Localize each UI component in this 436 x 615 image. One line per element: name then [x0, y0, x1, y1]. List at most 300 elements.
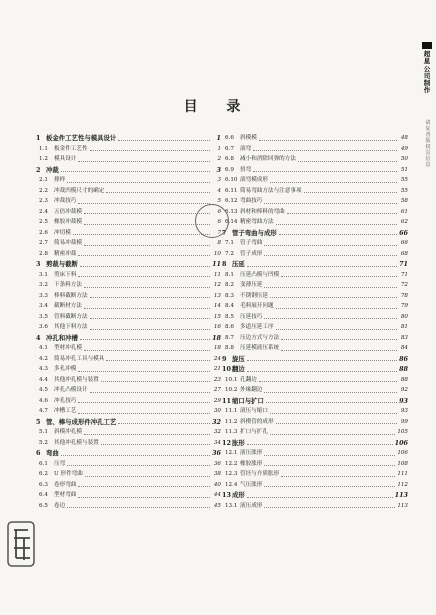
toc-section-entry[interactable]: [222, 469, 408, 480]
dot-leader: [247, 443, 393, 445]
entry-title: 滚弯: [240, 145, 252, 152]
dot-leader: [281, 349, 397, 351]
toc-section-entry[interactable]: [36, 343, 221, 354]
dot-leader: [61, 454, 210, 456]
stamp-char: 制: [423, 79, 431, 88]
entry-page-number: 62: [400, 219, 408, 225]
entry-number: 1: [36, 134, 41, 142]
entry-number: 13.1: [225, 502, 238, 509]
side-note: [423, 120, 433, 168]
toc-section-entry[interactable]: [222, 406, 408, 417]
entry-title: 压延技巧: [240, 313, 263, 320]
entry-page-number: 49: [400, 145, 408, 152]
toc-section-entry[interactable]: [36, 480, 221, 491]
dot-leader: [259, 139, 397, 141]
entry-number: 11.3: [225, 429, 238, 435]
entry-title: 剪床下料: [54, 271, 77, 278]
entry-title: 板金件工艺性与模具设计: [46, 134, 117, 142]
entry-number: 6.14: [225, 219, 238, 225]
dot-leader: [118, 422, 210, 424]
entry-page-number: 55: [400, 177, 408, 183]
entry-title: 成形: [232, 491, 245, 499]
entry-title: 管子弯曲与成形: [232, 228, 277, 237]
stamp-char: 公: [423, 64, 431, 73]
entry-number: 4.3: [39, 366, 48, 372]
toc-section-entry[interactable]: [222, 280, 408, 291]
entry-number: 2.4: [39, 208, 48, 215]
entry-number: 8.6: [225, 324, 234, 330]
dot-leader: [78, 485, 210, 487]
toc-section-entry[interactable]: [222, 375, 408, 386]
toc-chapter-entry[interactable]: [36, 333, 221, 344]
entry-title: 弯曲: [46, 449, 59, 457]
entry-page-number: 92: [400, 387, 408, 393]
entry-number: 5.2: [39, 439, 48, 446]
entry-page-number: 7: [217, 229, 221, 236]
entry-title: 棒料截断方法: [54, 292, 88, 299]
entry-page-number: 99: [400, 418, 408, 425]
entry-title: 斜模模: [240, 135, 257, 141]
entry-page-number: 4: [217, 187, 221, 194]
entry-number: 11.2: [225, 418, 238, 425]
entry-number: 12.4: [225, 481, 238, 488]
publisher-logo: [6, 520, 38, 570]
entry-title: 下条料方法: [54, 282, 82, 288]
entry-page-number: 71: [399, 260, 408, 268]
dot-leader: [85, 475, 210, 477]
entry-title: 简易弯曲方法与注意事项: [240, 187, 302, 194]
side-note-char: 复: [425, 126, 431, 132]
entry-title: 其他冲孔模与装置: [54, 376, 99, 383]
scan-circle-mark: [195, 204, 229, 238]
entry-page-number: 93: [400, 408, 408, 414]
toc-section-entry[interactable]: [222, 448, 408, 459]
toc-section-entry[interactable]: [222, 333, 408, 344]
entry-number: 4.5: [39, 387, 48, 393]
entry-page-number: 8: [217, 240, 221, 246]
toc-section-entry[interactable]: [36, 427, 221, 438]
toc-section-entry[interactable]: [222, 501, 408, 512]
dot-leader: [101, 380, 210, 382]
dot-leader: [84, 244, 210, 246]
entry-number: 10.2: [225, 387, 238, 393]
dot-leader: [304, 191, 397, 193]
toc-section-entry[interactable]: [36, 396, 221, 407]
entry-title: 液压胀形: [240, 450, 263, 456]
entry-page-number: 23: [213, 376, 221, 383]
toc-chapter-entry[interactable]: [222, 228, 408, 239]
toc-chapter-entry[interactable]: [36, 448, 221, 459]
entry-number: 6.3: [39, 481, 48, 488]
dot-leader: [67, 181, 210, 183]
dot-leader: [90, 391, 210, 393]
dot-leader: [253, 170, 397, 172]
toc-section-entry[interactable]: [36, 207, 221, 218]
dot-leader: [264, 202, 397, 204]
dot-leader: [84, 307, 210, 309]
toc-section-entry[interactable]: [222, 291, 408, 302]
entry-title: 型材冲孔模: [54, 345, 82, 351]
entry-title: 胀形: [232, 438, 245, 447]
entry-page-number: 61: [400, 208, 408, 215]
entry-title: 卷形弯曲: [54, 481, 77, 488]
entry-page-number: 71: [400, 271, 408, 278]
entry-page-number: 21: [213, 366, 221, 372]
stamp-char: 司: [423, 71, 431, 80]
dot-leader: [281, 338, 397, 340]
entry-title: 简易冲孔工具与模具: [54, 355, 105, 362]
entry-page-number: 32: [212, 417, 221, 426]
entry-page-number: 112: [397, 481, 408, 488]
dot-leader: [276, 328, 397, 330]
entry-title: 截断材方法: [54, 303, 82, 309]
entry-page-number: 18: [213, 345, 221, 351]
entry-number: 8.3: [225, 292, 234, 299]
entry-number: 3.5: [39, 313, 48, 320]
dot-leader: [84, 212, 210, 214]
toc-section-entry[interactable]: [36, 249, 221, 260]
entry-title: 模具设计: [54, 156, 77, 162]
toc-section-entry[interactable]: [36, 144, 221, 155]
entry-number: 4.1: [39, 345, 48, 351]
entry-title: 翻边: [232, 365, 245, 373]
stamp-char: 超: [423, 50, 431, 58]
entry-page-number: 106: [397, 450, 408, 456]
entry-number: 2: [36, 165, 41, 174]
toc-section-entry[interactable]: [222, 196, 408, 207]
dot-leader: [270, 296, 397, 298]
entry-number: 8.5: [225, 313, 234, 320]
dot-leader: [78, 160, 210, 162]
toc-section-entry[interactable]: [36, 291, 221, 302]
stamp-bar: [422, 42, 432, 49]
toc-section-entry[interactable]: [36, 186, 221, 197]
entry-title: 不锈钢压延: [240, 292, 268, 299]
entry-number: 6: [36, 449, 41, 457]
toc-section-entry[interactable]: [36, 301, 221, 312]
entry-page-number: 84: [400, 345, 408, 351]
dot-leader: [106, 359, 210, 361]
dot-leader: [264, 286, 397, 288]
toc-chapter-entry[interactable]: [36, 417, 221, 428]
toc-section-entry[interactable]: [222, 154, 408, 165]
entry-number: 3.6: [39, 324, 48, 330]
entry-title: 压延模液压系统: [240, 345, 280, 351]
entry-title: 弯曲技巧: [240, 198, 263, 204]
dot-leader: [80, 265, 210, 267]
entry-page-number: 68: [400, 250, 408, 257]
entry-title: 橡胶胀形: [240, 460, 263, 467]
toc-chapter-entry[interactable]: [222, 438, 408, 449]
entry-title: 冲槽工艺: [54, 408, 77, 414]
entry-number: 5.1: [39, 429, 48, 435]
entry-number: 10.1: [225, 376, 238, 383]
dot-leader: [259, 380, 397, 382]
entry-page-number: 66: [400, 240, 408, 246]
toc-chapter-entry[interactable]: [36, 165, 221, 176]
dot-leader: [84, 349, 210, 351]
entry-title: 管料截断方法: [54, 313, 88, 320]
dot-leader: [270, 181, 397, 183]
entry-title: 冲裁技巧: [54, 198, 77, 204]
toc-section-entry[interactable]: [222, 238, 408, 249]
entry-number: 6.2: [39, 471, 48, 477]
dot-leader: [78, 202, 210, 204]
dot-leader: [247, 359, 397, 361]
entry-title: 压延: [232, 260, 245, 268]
toc-section-entry[interactable]: [36, 312, 221, 323]
entry-number: 2.1: [39, 177, 48, 183]
entry-number: 11: [222, 396, 231, 405]
entry-title: 精密弯曲方法: [240, 219, 274, 225]
entry-page-number: 58: [400, 198, 408, 204]
toc-section-entry[interactable]: [36, 501, 221, 512]
entry-number: 6.4: [39, 492, 48, 498]
toc-section-entry[interactable]: [36, 469, 221, 480]
dot-leader: [90, 296, 210, 298]
entry-title: 斜模冲孔模: [54, 429, 82, 435]
entry-title: 管子成形: [240, 250, 263, 257]
dot-leader: [90, 328, 210, 330]
toc-section-entry[interactable]: [222, 186, 408, 197]
toc-section-entry[interactable]: [222, 133, 408, 144]
dot-leader: [264, 464, 395, 466]
toc-chapter-entry[interactable]: [222, 354, 408, 365]
side-note-char: 信: [425, 156, 431, 162]
entry-title: 排样: [54, 177, 66, 183]
entry-number: 7: [222, 228, 227, 237]
entry-page-number: 40: [213, 481, 221, 488]
entry-number: 4.4: [39, 376, 48, 383]
entry-page-number: 27: [213, 387, 221, 393]
toc-chapter-entry[interactable]: [36, 133, 221, 144]
toc-section-entry[interactable]: [36, 280, 221, 291]
toc-section-entry[interactable]: [222, 144, 408, 155]
toc-section-entry[interactable]: [36, 154, 221, 165]
entry-number: 4.6: [39, 397, 48, 404]
entry-title: 精密冲裁: [54, 250, 77, 257]
entry-page-number: 38: [213, 471, 221, 477]
dot-leader: [276, 223, 397, 225]
entry-page-number: 83: [400, 334, 408, 341]
toc-section-entry[interactable]: [222, 427, 408, 438]
toc-chapter-entry[interactable]: [222, 396, 408, 407]
entry-title: 多道压延工序: [240, 324, 274, 330]
stamp-char: 作: [423, 86, 431, 95]
entry-page-number: 88: [400, 376, 408, 383]
entry-number: 11.1: [225, 408, 238, 414]
entry-number: 6.5: [39, 502, 48, 509]
entry-title: 斜楔管的成形: [240, 418, 274, 425]
toc-section-entry[interactable]: [36, 354, 221, 365]
entry-title: 其他下料方法: [54, 324, 88, 330]
entry-number: 6.1: [39, 460, 48, 467]
entry-title: 斜材和棒料的弯曲: [240, 208, 285, 215]
entry-title: 液压成形: [240, 502, 263, 509]
entry-number: 12.1: [225, 450, 238, 456]
dot-leader: [264, 244, 397, 246]
toc-section-entry[interactable]: [36, 228, 221, 239]
entry-number: 8.4: [225, 303, 234, 309]
entry-page-number: 88: [399, 365, 408, 373]
entry-page-number: 113: [394, 491, 408, 499]
toc-chapter-entry[interactable]: [222, 259, 408, 270]
entry-title: 管坯与介质胀形: [240, 471, 280, 477]
entry-page-number: 50: [400, 156, 408, 162]
toc-section-entry[interactable]: [36, 490, 221, 501]
toc-section-entry[interactable]: [222, 175, 408, 186]
entry-page-number: 11: [212, 260, 221, 268]
entry-page-number: 5: [217, 198, 221, 204]
entry-page-number: 79: [400, 303, 408, 309]
dot-leader: [298, 160, 397, 162]
entry-page-number: 12: [213, 282, 221, 288]
dot-leader: [279, 233, 397, 235]
entry-title: 变薄压延: [240, 282, 263, 288]
entry-page-number: 80: [400, 313, 408, 320]
toc-chapter-entry[interactable]: [222, 490, 408, 501]
entry-title: 管子弯曲: [240, 240, 263, 246]
dot-leader: [264, 317, 397, 319]
entry-number: 8.2: [225, 282, 234, 288]
entry-number: 2.5: [39, 219, 48, 225]
dot-leader: [281, 275, 397, 277]
entry-title: 缩口与扩口: [232, 396, 264, 405]
toc-section-entry[interactable]: [36, 238, 221, 249]
entry-page-number: 30: [213, 408, 221, 414]
toc-section-entry[interactable]: [36, 217, 221, 228]
entry-page-number: 1: [217, 145, 221, 152]
toc-section-entry[interactable]: [36, 175, 221, 186]
entry-number: 4: [36, 333, 41, 342]
entry-page-number: 36: [213, 460, 221, 467]
entry-number: 3: [36, 260, 41, 268]
dot-leader: [73, 233, 210, 235]
toc-section-entry[interactable]: [36, 438, 221, 449]
dot-leader: [90, 149, 210, 151]
toc-section-entry[interactable]: [36, 385, 221, 396]
dot-leader: [84, 286, 210, 288]
dot-leader: [287, 212, 397, 214]
entry-number: 4.7: [39, 408, 48, 414]
dot-leader: [67, 506, 210, 508]
entry-page-number: 93: [399, 396, 408, 405]
dot-leader: [264, 254, 397, 256]
toc-chapter-entry[interactable]: [222, 364, 408, 375]
entry-number: 8.8: [225, 345, 234, 351]
entry-title: 冲孔凸模设计: [54, 387, 88, 393]
toc-section-entry[interactable]: [222, 385, 408, 396]
entry-page-number: 1: [216, 134, 221, 142]
entry-title: 压边方式与方法: [240, 334, 280, 341]
entry-page-number: 108: [397, 460, 408, 467]
entry-title: 其他冲孔模与装置: [54, 439, 99, 446]
toc-section-entry[interactable]: [222, 270, 408, 281]
entry-title: 型材弯曲: [54, 492, 77, 498]
toc-chapter-entry[interactable]: [36, 259, 221, 270]
entry-title: 减小和消除回弹的方法: [240, 156, 296, 162]
toc-section-entry[interactable]: [36, 375, 221, 386]
toc-section-entry[interactable]: [222, 322, 408, 333]
entry-title: 卷边: [54, 502, 66, 509]
entry-page-number: 13: [213, 292, 221, 299]
toc-section-entry[interactable]: [222, 480, 408, 491]
entry-page-number: 51: [400, 166, 408, 173]
entry-page-number: 18: [212, 333, 221, 342]
entry-title: 旋压: [232, 354, 245, 363]
dot-leader: [78, 275, 210, 277]
toc-section-entry[interactable]: [222, 343, 408, 354]
entry-title: 冲孔和冲槽: [46, 333, 78, 342]
entry-page-number: 48: [400, 135, 408, 141]
entry-number: 6.11: [225, 187, 238, 194]
toc-section-entry[interactable]: [222, 165, 408, 176]
entry-page-number: 3: [216, 165, 221, 174]
entry-number: 2.8: [39, 250, 48, 257]
toc-section-entry[interactable]: [36, 196, 221, 207]
entry-page-number: 81: [400, 324, 408, 330]
dot-leader: [276, 307, 397, 309]
toc-section-entry[interactable]: [36, 406, 221, 417]
dot-leader: [67, 464, 210, 466]
entry-number: 3.1: [39, 271, 48, 278]
toc-section-entry[interactable]: [222, 417, 408, 428]
entry-number: 6.10: [225, 177, 238, 183]
dot-leader: [247, 265, 397, 267]
entry-page-number: 14: [213, 303, 221, 309]
dot-leader: [264, 485, 395, 487]
entry-title: 毛料展开问题: [240, 303, 274, 309]
dot-leader: [270, 433, 395, 435]
entry-number: 1.1: [39, 145, 48, 152]
entry-title: 外缘翻边: [240, 387, 263, 393]
entry-title: 扩口与扩孔: [240, 429, 268, 435]
entry-title: 滚弯模成形: [240, 177, 268, 183]
toc-section-entry[interactable]: [36, 270, 221, 281]
dot-leader: [247, 370, 397, 372]
entry-page-number: 10: [213, 250, 221, 257]
entry-number: 2.6: [39, 229, 48, 236]
dot-leader: [264, 454, 395, 456]
toc-section-entry[interactable]: [36, 364, 221, 375]
entry-title: 扭弯: [240, 166, 252, 173]
entry-number: 2.3: [39, 198, 48, 204]
entry-page-number: 45: [213, 502, 221, 509]
toc-right-column: [222, 133, 408, 511]
dot-leader: [78, 401, 210, 403]
entry-number: 2.2: [39, 187, 48, 194]
entry-title: 多孔冲模: [54, 366, 77, 372]
dot-leader: [118, 139, 210, 141]
entry-title: 孔翻边: [240, 376, 257, 383]
entry-number: 6.12: [225, 198, 238, 204]
toc-section-entry[interactable]: [222, 312, 408, 323]
entry-page-number: 36: [212, 449, 221, 457]
entry-title: 橡胶冲裁模: [54, 219, 82, 225]
toc-section-entry[interactable]: [222, 217, 408, 228]
toc-section-entry[interactable]: [222, 207, 408, 218]
dot-leader: [276, 422, 397, 424]
dot-leader: [78, 370, 210, 372]
dot-leader: [84, 223, 210, 225]
entry-number: 7.2: [225, 250, 234, 257]
toc-section-entry[interactable]: [222, 301, 408, 312]
toc-section-entry[interactable]: [36, 459, 221, 470]
toc-section-entry[interactable]: [36, 322, 221, 333]
toc-section-entry[interactable]: [222, 459, 408, 470]
toc-section-entry[interactable]: [222, 249, 408, 260]
entry-page-number: 6: [217, 208, 221, 215]
